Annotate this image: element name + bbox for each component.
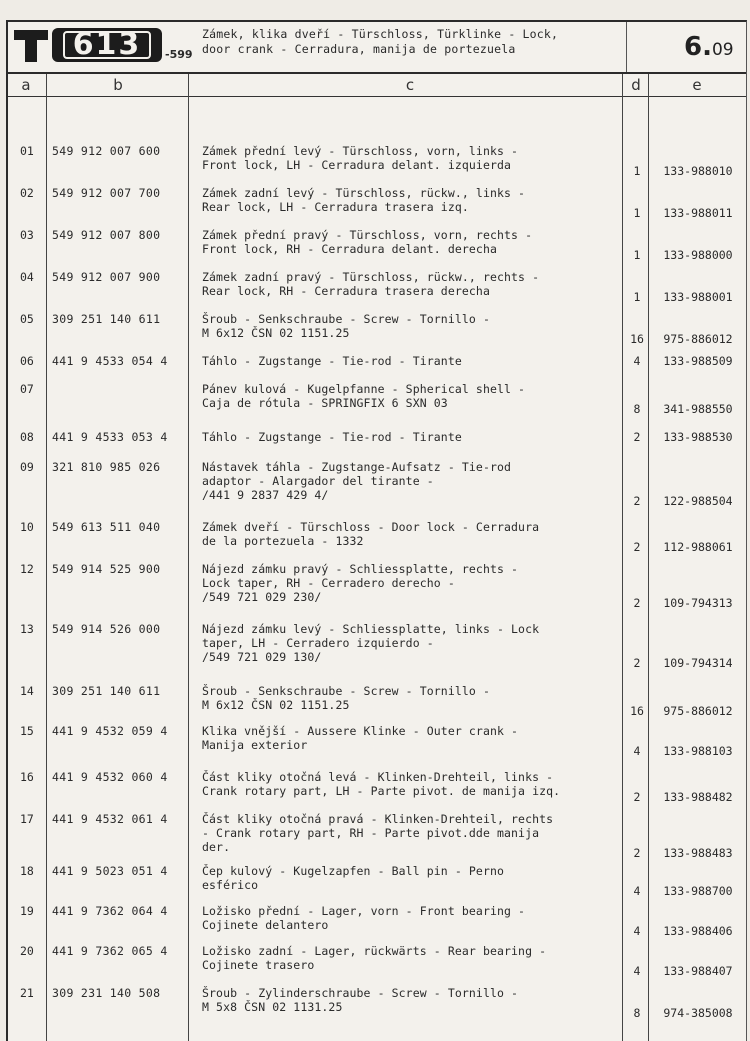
item-position: 18 (20, 864, 34, 878)
tatra-t-logo-icon (14, 30, 48, 62)
quantity: 2 (633, 494, 641, 508)
catalog-code: 975-886012 (663, 704, 733, 718)
part-description: Nástavek táhla - Zugstange-Aufsatz - Tie-rod adaptor - Alargador del tirante - /441 9 2837 429 4/ (202, 460, 512, 502)
parts-catalog-page (6, 20, 747, 1041)
part-number: 549 613 511 040 (52, 520, 161, 534)
column-header-a: a (21, 76, 31, 94)
quantity: 4 (633, 744, 641, 758)
quantity: 16 (630, 332, 644, 346)
item-position: 09 (20, 460, 34, 474)
column-header-d: d (631, 76, 641, 94)
part-number: 309 231 140 508 (52, 986, 161, 1000)
catalog-code: 122-988504 (663, 494, 733, 508)
item-position: 01 (20, 144, 34, 158)
item-position: 14 (20, 684, 34, 698)
item-position: 21 (20, 986, 34, 1000)
catalog-code: 133-988700 (663, 884, 733, 898)
catalog-code: 133-988483 (663, 846, 733, 860)
item-position: 05 (20, 312, 34, 326)
catalog-code: 133-988406 (663, 924, 733, 938)
page-title: Zámek, klika dveří - Türschloss, Türklinke - Lock, door crank - Cerradura, manija de portezuela (202, 27, 559, 56)
catalog-code: 133-988103 (663, 744, 733, 758)
quantity: 1 (633, 248, 641, 262)
part-number: 321 810 985 026 (52, 460, 161, 474)
part-description: Táhlo - Zugstange - Tie-rod - Tirante (202, 430, 462, 444)
catalog-code: 133-988011 (663, 206, 733, 220)
part-description: Nájezd zámku levý - Schliessplatte, links - Lock taper, LH - Cerradero izquierdo - /549 721 029 130/ (202, 622, 540, 664)
quantity: 4 (633, 964, 641, 978)
part-number: 441 9 4532 060 4 (52, 770, 168, 784)
part-number: 441 9 4532 059 4 (52, 724, 168, 738)
item-position: 07 (20, 382, 34, 396)
quantity: 8 (633, 402, 641, 416)
part-description: Zámek zadní pravý - Türschloss, rückw., rechts - Rear lock, RH - Cerradura trasera derecha (202, 270, 540, 298)
part-number: 309 251 140 611 (52, 684, 161, 698)
part-description: Táhlo - Zugstange - Tie-rod - Tirante (202, 354, 462, 368)
quantity: 8 (633, 1006, 641, 1020)
part-description: Šroub - Zylinderschraube - Screw - Tornillo - M 5x8 ČSN 02 1131.25 (202, 986, 519, 1014)
part-number: 441 9 5023 051 4 (52, 864, 168, 878)
catalog-code: 109-794314 (663, 656, 733, 670)
part-description: Zámek přední levý - Türschloss, vorn, links - Front lock, LH - Cerradura delant. izquierda (202, 144, 519, 172)
quantity: 4 (633, 924, 641, 938)
part-number: 441 9 4533 054 4 (52, 354, 168, 368)
item-position: 15 (20, 724, 34, 738)
catalog-code: 133-988482 (663, 790, 733, 804)
part-number: 549 912 007 700 (52, 186, 161, 200)
quantity: 1 (633, 206, 641, 220)
item-position: 08 (20, 430, 34, 444)
item-position: 06 (20, 354, 34, 368)
part-number: 549 912 007 600 (52, 144, 161, 158)
catalog-code: 133-988530 (663, 430, 733, 444)
page-header (8, 22, 746, 74)
quantity: 2 (633, 846, 641, 860)
catalog-code: 974-385008 (663, 1006, 733, 1020)
catalog-code: 133-988000 (663, 248, 733, 262)
quantity: 2 (633, 596, 641, 610)
column-header-b: b (113, 76, 123, 94)
part-description: Šroub - Senkschraube - Screw - Tornillo - M 6x12 ČSN 02 1151.25 (202, 684, 490, 712)
part-description: Zámek dveří - Türschloss - Door lock - Cerradura de la portezuela - 1332 (202, 520, 540, 548)
column-header-e: e (692, 76, 702, 94)
catalog-code: 133-988010 (663, 164, 733, 178)
model-suffix: -599 (165, 48, 193, 61)
catalog-code: 341-988550 (663, 402, 733, 416)
part-description: Čep kulový - Kugelzapfen - Ball pin - Perno esférico (202, 864, 505, 892)
quantity: 2 (633, 790, 641, 804)
item-position: 13 (20, 622, 34, 636)
catalog-code: 133-988407 (663, 964, 733, 978)
item-position: 10 (20, 520, 34, 534)
part-description: Ložisko přední - Lager, vorn - Front bearing - Cojinete delantero (202, 904, 526, 932)
quantity: 4 (633, 354, 641, 368)
part-description: Zámek přední pravý - Türschloss, vorn, rechts - Front lock, RH - Cerradura delant. derecha (202, 228, 533, 256)
quantity: 2 (633, 430, 641, 444)
part-number: 441 9 7362 064 4 (52, 904, 168, 918)
catalog-code: 133-988509 (663, 354, 733, 368)
part-description: Zámek zadní levý - Türschloss, rückw., links - Rear lock, LH - Cerradura trasera izq. (202, 186, 526, 214)
item-position: 12 (20, 562, 34, 576)
part-number: 441 9 4533 053 4 (52, 430, 168, 444)
item-position: 17 (20, 812, 34, 826)
part-number: 441 9 7362 065 4 (52, 944, 168, 958)
part-description: Šroub - Senkschraube - Screw - Tornillo - M 6x12 ČSN 02 1151.25 (202, 312, 490, 340)
item-position: 20 (20, 944, 34, 958)
item-position: 03 (20, 228, 34, 242)
part-description: Pánev kulová - Kugelpfanne - Spherical shell - Caja de rótula - SPRINGFIX 6 SXN 03 (202, 382, 526, 410)
quantity: 2 (633, 540, 641, 554)
quantity: 1 (633, 290, 641, 304)
part-description: Ložisko zadní - Lager, rückwärts - Rear bearing - Cojinete trasero (202, 944, 547, 972)
catalog-code: 133-988001 (663, 290, 733, 304)
part-number: 549 914 525 900 (52, 562, 161, 576)
item-position: 02 (20, 186, 34, 200)
part-number: 441 9 4532 061 4 (52, 812, 168, 826)
quantity: 4 (633, 884, 641, 898)
column-headers (8, 74, 746, 97)
part-description: Nájezd zámku pravý - Schliessplatte, rechts - Lock taper, RH - Cerradero derecho - /549 721 029 230/ (202, 562, 519, 604)
part-description: Klika vnější - Aussere Klinke - Outer crank - Manija exterior (202, 724, 519, 752)
item-position: 19 (20, 904, 34, 918)
part-number: 549 914 526 000 (52, 622, 161, 636)
item-position: 16 (20, 770, 34, 784)
quantity: 2 (633, 656, 641, 670)
page-number: 6.09 (684, 32, 734, 62)
part-number: 309 251 140 611 (52, 312, 161, 326)
catalog-code: 975-886012 (663, 332, 733, 346)
part-number: 549 912 007 800 (52, 228, 161, 242)
part-number: 549 912 007 900 (52, 270, 161, 284)
quantity: 1 (633, 164, 641, 178)
item-position: 04 (20, 270, 34, 284)
column-header-c: c (405, 76, 415, 94)
part-description: Část kliky otočná levá - Klinken-Drehteil, links - Crank rotary part, LH - Parte pivot. de manija izq. (202, 770, 561, 798)
catalog-code: 109-794313 (663, 596, 733, 610)
part-description: Část kliky otočná pravá - Klinken-Drehteil, rechts - Crank rotary part, RH - Parte pivot.dde manija der. (202, 812, 554, 854)
quantity: 16 (630, 704, 644, 718)
catalog-code: 112-988061 (663, 540, 733, 554)
model-badge: 613 (52, 28, 162, 62)
